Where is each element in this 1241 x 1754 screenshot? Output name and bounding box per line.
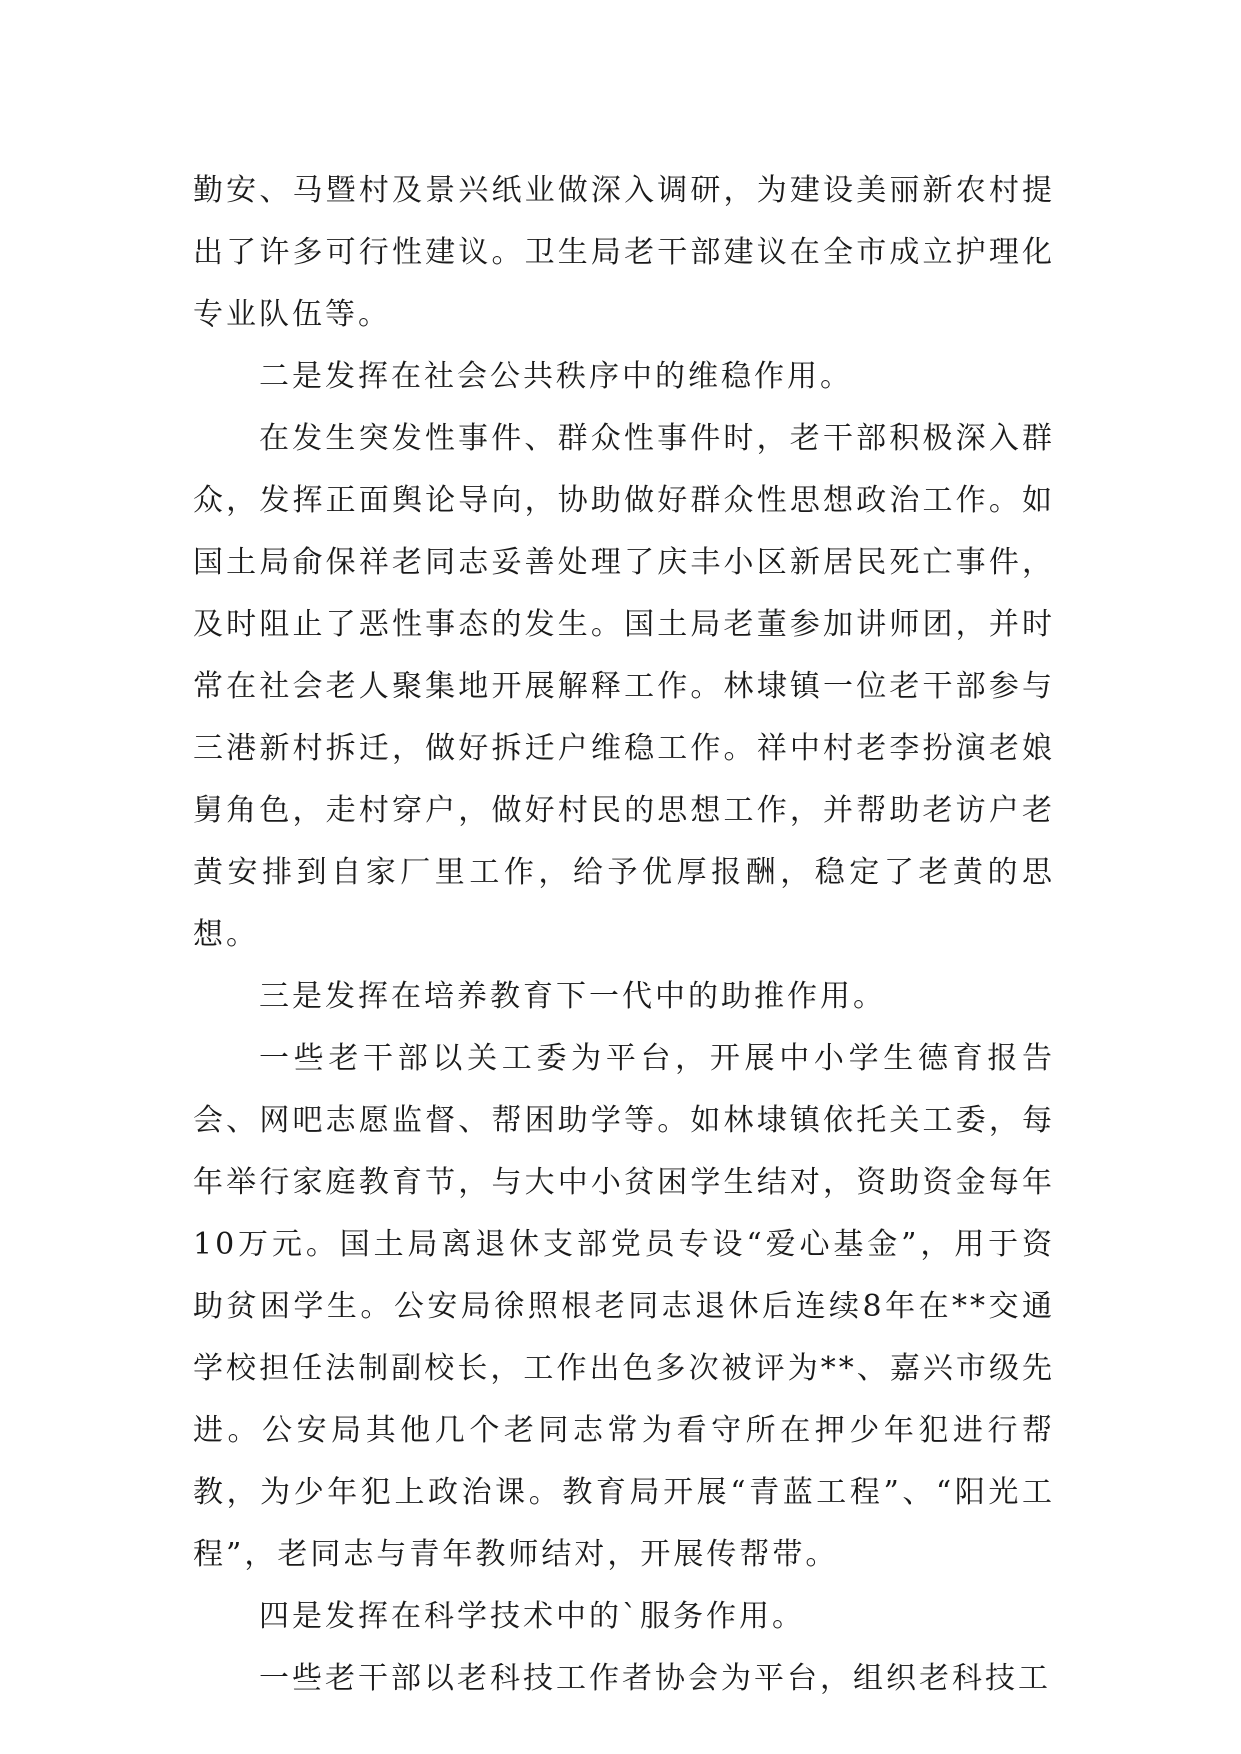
paragraph-7: 一些老干部以老科技工作者协会为平台，组织老科技工 [259, 1661, 1051, 1696]
paragraph-2-heading: 二是发挥在社会公共秩序中的维稳作用。 [259, 359, 853, 394]
paragraph-1: 勤安、马暨村及景兴纸业做深入调研，为建设美丽新农村提出了许多可行性建议。卫生局老干部建议在全市成立护理化专业队伍等。 [193, 173, 1055, 332]
document-body [193, 160, 1055, 1710]
paragraph-3: 在发生突发性事件、群众性事件时，老干部积极深入群众，发挥正面舆论导向，协助做好群众性思想政治工作。如国土局俞保祥老同志妥善处理了庆丰小区新居民死亡事件，及时阻止了恶性事态的发生。国土局老董参加讲师团，并时常在社会老人聚集地开展解释工作。林埭镇一位老干部参与三港新村拆迁，做好拆迁户维稳工作。祥中村老李扮演老娘舅角色，走村穿户，做好村民的思想工作，并帮助老访户老黄安排到自家厂里工作，给予优厚报酬，稳定了老黄的思想。 [193, 421, 1055, 952]
paragraph-5: 一些老干部以关工委为平台，开展中小学生德育报告会、网吧志愿监督、帮困助学等。如林埭镇依托关工委，每年举行家庭教育节，与大中小贫困学生结对，资助资金每年10万元。国土局离退休支部党员专设“爱心基金”，用于资助贫困学生。公安局徐照根老同志退休后连续8年在**交通学校担任法制副校长，工作出色多次被评为**、嘉兴市级先进。公安局其他几个老同志常为看守所在押少年犯进行帮教，为少年犯上政治课。教育局开展“青蓝工程”、“阳光工程”，老同志与青年教师结对，开展传帮带。 [193, 1041, 1055, 1572]
paragraph-4-heading: 三是发挥在培养教育下一代中的助推作用。 [259, 979, 886, 1014]
paragraph-6-heading: 四是发挥在科学技术中的`服务作用。 [259, 1599, 805, 1634]
